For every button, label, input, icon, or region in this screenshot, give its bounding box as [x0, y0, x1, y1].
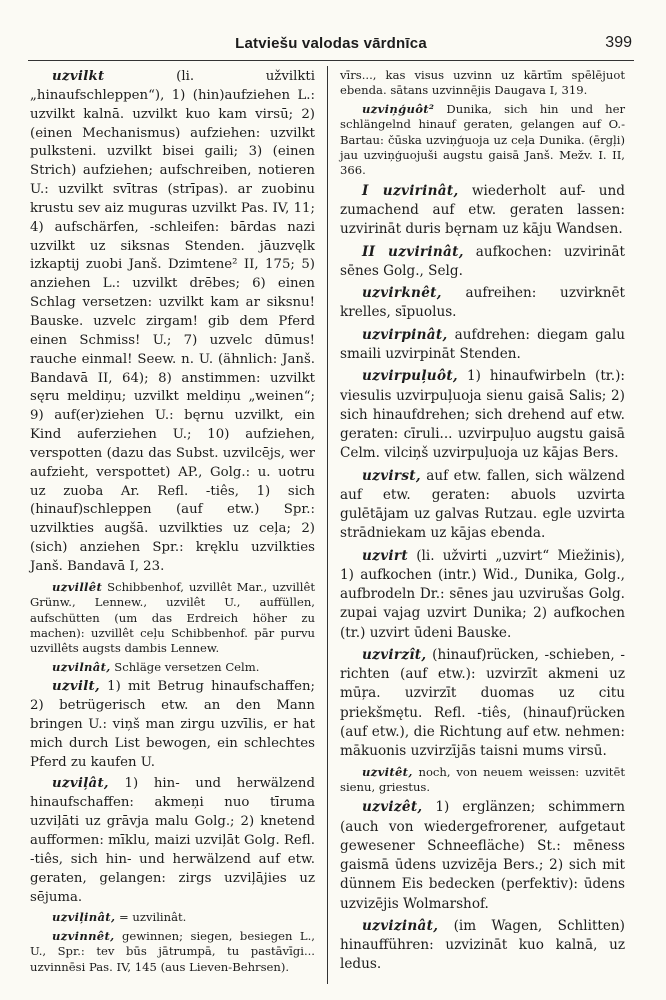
entry-definition: 1) hinaufwirbeln (tr.): viesulis uzvirpuļuoja sienu gaisā Salis; 2) sich hinaufdrehen; sich drehend auf etw. geraten: cīruli... uzvirpuļuo augstu gaisā Celm. vilciņš uzvirpuļuoja uz kājas Bers.	[340, 368, 625, 462]
entry-headword: uzvirst,	[362, 467, 421, 484]
entry-definition: Dunika, sich hin und her schlängelnd hinauf geraten, gelangen auf O.-Bartau: čūska uzviņģuoja uz ceļa Dunika. (ērgļi) jau uzviņģuojuši augstu gaisā Janš. Mežv. I. II, 366.	[340, 101, 625, 178]
entry-headword: uzvizêt,	[362, 799, 423, 816]
dictionary-entry	[340, 547, 625, 643]
entry-headword: uzviļinât,	[52, 910, 116, 925]
column-divider	[327, 66, 328, 984]
entry-definition: aufdrehen: diegam galu smaili uzvirpināt Stenden.	[340, 326, 625, 362]
dictionary-entry	[30, 929, 315, 975]
dictionary-entry	[340, 467, 625, 544]
page-header	[28, 30, 634, 61]
running-title: Latviešu valodas vārdnīca	[235, 35, 427, 52]
entry-headword: uzvirzît,	[362, 646, 427, 663]
dictionary-entry	[340, 367, 625, 463]
entry-headword: uzvirpuļuôt,	[362, 368, 458, 385]
dictionary-entry	[30, 910, 315, 925]
entry-definition: aufreihen: uzvirknēt krelles, sīpuolus.	[340, 285, 625, 321]
dictionary-entry	[30, 775, 315, 907]
entry-headword: uzvirpinât,	[362, 326, 448, 343]
entry-definition: (im Wagen, Schlitten) hinaufführen: uzvizināt kuo kalnā, uz ledus.	[340, 917, 625, 973]
entry-definition: vīrs..., kas visus uzvinn uz kārtīm spēlējuot ebenda. sātans uzvinnējis Daugava I, 319.	[340, 68, 625, 98]
dictionary-entry	[340, 243, 625, 282]
entry-headword: uzvilt,	[52, 679, 100, 695]
dictionary-entry	[340, 326, 625, 365]
entry-headword: uzvilnât,	[52, 659, 111, 674]
entry-definition: (li. užvirti „uzvirt“ Miežinis), 1) aufkochen (intr.) Wid., Dunika, Golg., aufbrodeln Dr.: sēnes jau uzvirušas Golg. zupai vajag uzvirt Dunika; 2) aufkochen (tr.) uzvirt ūdeni Bauske.	[340, 547, 625, 641]
entry-definition: (hinauf)rücken, -schieben, -richten (auf etw.): uzvirzīt akmeni uz mūŗa. uzvirzīt duomas uz citu priekšmętu. Refl. -tiês, (hinauf)rücken (auf etw.), die Richtung auf etw. nehmen: mākuonis uzvirzījās taisni mums virsū.	[340, 646, 625, 760]
dictionary-entry	[340, 765, 625, 796]
entry-definition: 1) erglänzen; schimmern (auch von wiedergefrorener, aufgetaut gewesener Schneefläche) St.: mēness gaismā ūdens uzvizēja Bers.; 2) sich mit dünnem Eis bedecken (perfektiv): ūdens uzvizējis Wolmarshof.	[340, 799, 625, 912]
dictionary-entry	[30, 660, 315, 675]
entry-headword: uzvizinât,	[362, 917, 439, 934]
entry-headword: uzvirt	[362, 547, 408, 564]
entry-definition: auf etw. fallen, sich wälzend auf etw. geraten: abuols uzvirta gulētājam uz galvas Rutzau. egle uzvirta strādniekam uz kājas ebenda.	[340, 467, 625, 542]
entry-headword: uzvitêt,	[362, 764, 413, 779]
entry-definition: 1) hin- und herwälzend hinaufschaffen: akmeņi nuo tīruma uzviļāti uz grāvja malu Golg.; 2) knetend aufformen: mīklu, maizi uzviļāt Golg. Refl. -tiês, sich hin- und herwälzend auf etw. geraten, gelangen: zirgs uzviļājies uz sējuma.	[30, 776, 315, 905]
dictionary-entry	[340, 917, 625, 975]
entry-definition: Schläge versetzen Celm.	[110, 659, 260, 674]
entry-headword: uzvilkt	[52, 69, 105, 84]
entry-headword: II uzvirinât,	[362, 243, 464, 260]
entry-headword: uzvillêt	[52, 579, 103, 594]
entry-definition: 1) mit Betrug hinaufschaffen; 2) betrügerisch etw. an den Mann bringen U.: viņš man zirgu uzvīlis, er hat mich durch List bewogen, ein schlechtes Pferd zu kaufen U.	[30, 679, 315, 770]
dictionary-entry	[30, 580, 315, 657]
dictionary-entry	[340, 798, 625, 914]
entry-definition: = uzvilinât.	[115, 910, 187, 925]
dictionary-entry	[340, 102, 625, 179]
entry-headword: uzviņģuôt²	[362, 101, 435, 116]
dictionary-entry	[340, 68, 625, 99]
entry-definition: gewinnen; siegen, besiegen L., U., Spr.: tev būs jātrumpā, tu pastāvīgi... uzvinnēsi Pas. IV, 145 (aus Lieven-Behrsen).	[30, 928, 315, 974]
entry-headword: uzviļât,	[52, 776, 109, 792]
entry-definition: noch, von neuem weissen: uzvitēt sienu, griestus.	[340, 764, 625, 794]
entry-headword: uzvinnêt,	[52, 928, 115, 943]
dictionary-entry	[30, 678, 315, 772]
page-number: 399	[605, 34, 632, 51]
entry-definition: (li. užvilkti „hinaufschleppen“), 1) (hin)aufziehen L.: uzvilkt kalnā. uzvilkt kuo kam virsū; 2) (einen Mechanismus) aufziehen: uzvilkt pulksteni. uzvilkt bisei gaili; 3) (einen Strich) aufziehen; aufschreiben, notieren U.: uzvilkt svītras (strīpas). ar zuobinu krustu sev aiz muguras uzvilkt Pas. IV, 11; 4) aufschärfen, -schleifen: bārdas nazi uzvilkt uz siksnas Stenden. jāuzvęlk izkaptij zuobi Janš. Dzimtene² II, 175; 5) anziehen L.: uzvilkt drēbes; 6) einen Schlag versetzen: uzvilkt kam ar siksnu! Bauske. uzvelc zirgam! gib dem Pferd einen Schmiss! U.; 7) uzvelc dūmus! rauche einmal! Seew. n. U. (ähnlich: Janš. Bandavā II, 64); 8) anstimmen: uzvilkt sęru meldiņu; uzvilkt meldiņu „weinen“; 9) auf(er)ziehen U.: bęrnu uzvilkt, ein Kind auferziehen U.; 10) aufziehen, verspotten (dazu das Subst. uzvilcējs, wer aufzieht, verspottet) AP., Golg.: u. uotru uz zuoba Ar. Refl. -tiês, 1) sich (hinauf)schleppen (auf etw.) Spr.: uzvilkties augšā. uzvilkties uz ceļa; 2) (sich) anziehen Spr.: kręklu uzvilkties Janš. Bandavā I, 23.	[30, 69, 315, 574]
entry-definition: wiederholt auf- und zumachend auf etw. geraten lassen: uzvirināt duris bęrnam uz kāju Wandsen.	[340, 182, 626, 238]
entry-headword: uzvirknêt,	[362, 285, 442, 302]
entry-headword: I uzvirinât,	[362, 182, 459, 199]
dictionary-entry	[30, 68, 315, 577]
dictionary-entry	[340, 182, 625, 240]
entry-definition: aufkochen: uzvirināt sēnes Golg., Selg.	[340, 243, 625, 279]
entry-definition: Schibbenhof, uzvillêt Mar., uzvillêt Grünw., Lennew., uzvilêt U., auffüllen, aufschütten (um das Erdreich höher zu machen): uzvillêt ceļu Schibbenhof. pār purvu uzvillêts augsts dambis Lennew.	[30, 579, 315, 656]
left-column	[30, 68, 315, 978]
right-column	[340, 68, 625, 978]
dictionary-entry	[340, 646, 625, 762]
dictionary-entry	[340, 284, 625, 323]
